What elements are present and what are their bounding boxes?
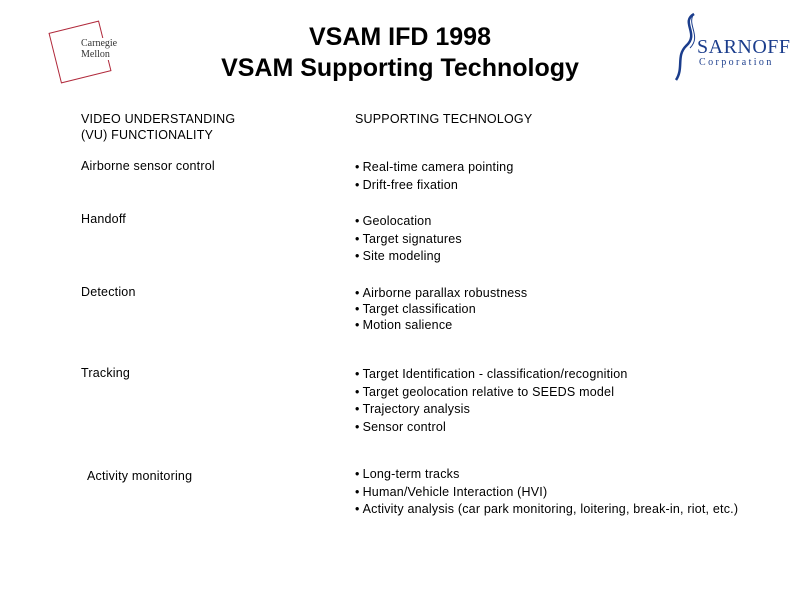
list-item	[355, 501, 738, 519]
list-item	[355, 159, 513, 177]
bullet: •	[355, 177, 360, 192]
list-item-text: Target geolocation relative to SEEDS model	[362, 384, 615, 399]
list-item	[355, 484, 738, 502]
bullet: •	[355, 302, 360, 316]
list-item-text: Airborne parallax robustness	[362, 286, 528, 300]
row-items-activity-monitoring	[355, 466, 738, 519]
list-item	[355, 317, 527, 333]
right-column-header: SUPPORTING TECHNOLOGY	[355, 112, 533, 126]
list-item-text: Target signatures	[362, 231, 462, 246]
bullet: •	[355, 384, 360, 399]
list-item	[355, 177, 513, 195]
sarnoff-logo-subtitle: Corporation	[699, 57, 774, 68]
cmu-logo-line1: Carnegie	[81, 38, 118, 49]
bullet: •	[355, 467, 360, 481]
list-item-text: Human/Vehicle Interaction (HVI)	[362, 484, 548, 499]
bullet: •	[355, 367, 360, 381]
row-items-handoff	[355, 213, 462, 266]
list-item-text: Real-time camera pointing	[362, 160, 514, 174]
row-label-tracking: Tracking	[81, 366, 131, 380]
list-item-text: Sensor control	[362, 419, 446, 434]
cmu-logo-line2: Mellon	[81, 49, 110, 60]
list-item-text: Trajectory analysis	[362, 402, 471, 416]
sarnoff-logo	[672, 12, 791, 82]
list-item-text: Long-term tracks	[362, 467, 460, 481]
list-item	[355, 419, 628, 437]
list-item	[355, 466, 738, 484]
title-line-1: VSAM IFD 1998	[308, 23, 491, 51]
left-column-header	[81, 111, 235, 143]
list-item	[355, 401, 628, 419]
list-item	[355, 301, 527, 317]
row-label-handoff: Handoff	[81, 212, 126, 226]
list-item-text: Drift-free fixation	[362, 177, 459, 192]
list-item	[355, 248, 462, 266]
bullet: •	[355, 214, 360, 228]
list-item	[355, 285, 527, 301]
carnegie-mellon-logo	[46, 20, 130, 84]
row-label-airborne-sensor-control: Airborne sensor control	[81, 159, 215, 173]
left-column-header-line1: VIDEO UNDERSTANDING	[81, 112, 236, 126]
slide-title	[150, 22, 650, 84]
bullet: •	[355, 249, 360, 263]
title-line-2: VSAM Supporting Technology	[221, 54, 579, 82]
list-item-text: Site modeling	[362, 249, 441, 263]
row-label-detection: Detection	[81, 285, 136, 299]
row-items-detection	[355, 285, 527, 333]
list-item	[355, 213, 462, 231]
bullet: •	[355, 502, 360, 516]
bullet: •	[355, 419, 360, 434]
bullet: •	[355, 402, 360, 416]
bullet: •	[355, 318, 360, 332]
list-item-text: Geolocation	[362, 214, 432, 228]
row-label-activity-monitoring: Activity monitoring	[87, 469, 193, 483]
row-items-tracking	[355, 366, 628, 436]
list-item	[355, 384, 628, 402]
list-item-text: Activity analysis (car park monitoring, loitering, break-in, riot, etc.)	[362, 502, 739, 516]
left-column-header-line2: (VU) FUNCTIONALITY	[81, 128, 214, 142]
bullet: •	[355, 160, 360, 174]
list-item	[355, 366, 628, 384]
list-item-text: Target classification	[362, 302, 476, 316]
bullet: •	[355, 484, 360, 499]
row-items-airborne-sensor-control	[355, 159, 513, 194]
list-item	[355, 231, 462, 249]
sarnoff-logo-name: SARNOFF	[697, 36, 791, 58]
list-item-text: Motion salience	[362, 318, 453, 332]
bullet: •	[355, 286, 360, 300]
list-item-text: Target Identification - classification/recognition	[362, 367, 628, 381]
bullet: •	[355, 231, 360, 246]
cmu-logo-text	[80, 38, 118, 60]
